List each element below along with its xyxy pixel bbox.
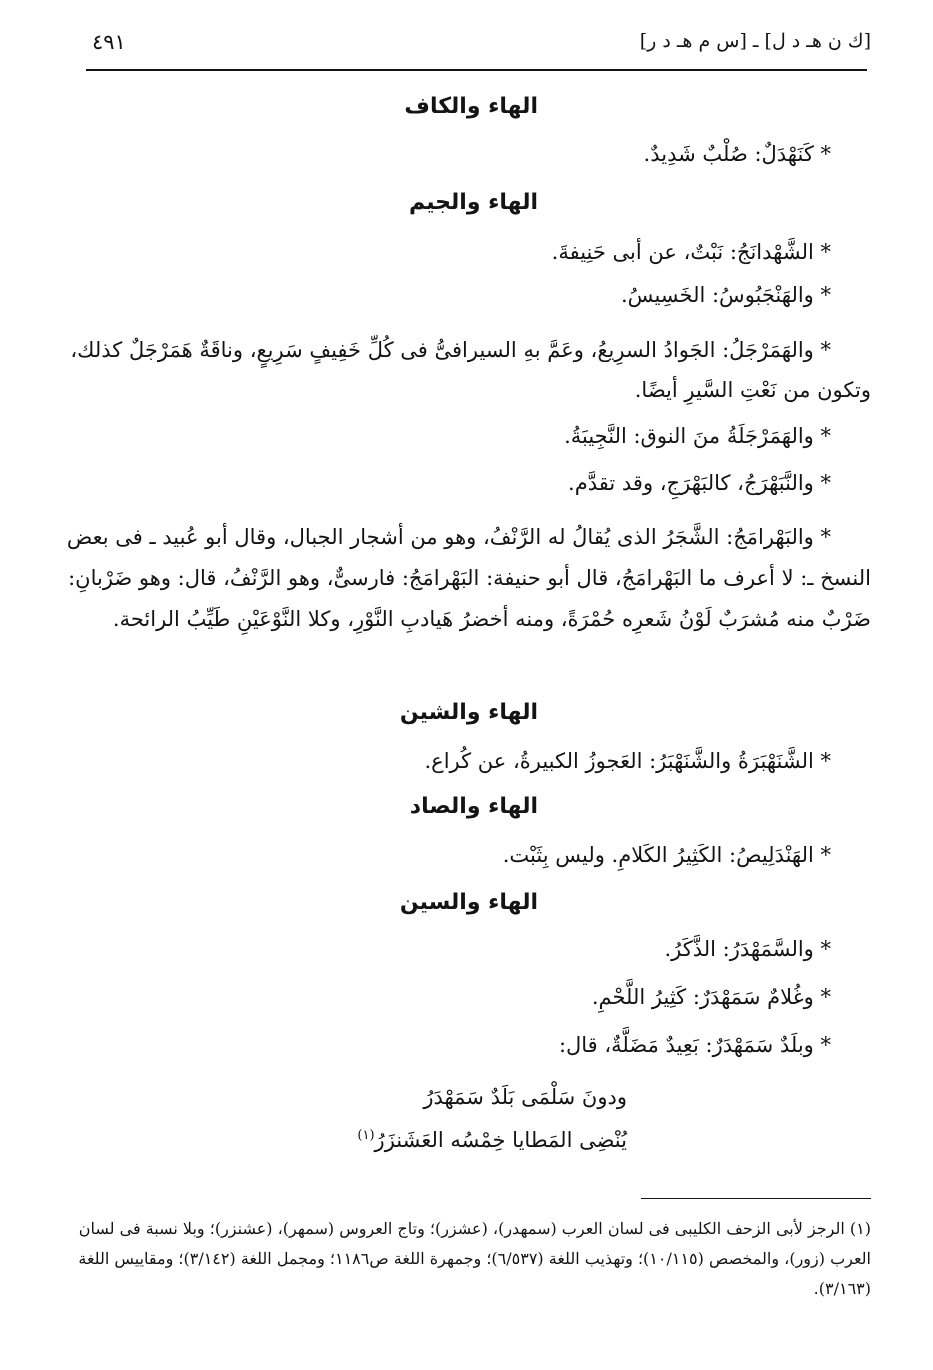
footnote: (١) الرجز لأبى الزحف الكليبى فى لسان العرب (سمهدر)، (عشزر)؛ وتاج العروس (سمهر)، (عشنزر)؛ وبلا نسبة فى لسان العرب (زور)، والمخصص (١٠/١١٥)؛ وتهذيب اللغة (٦/٥٣٧)؛ وجمهرة اللغة ص١١٨٦؛ ومجمل اللغة (٣/١٤٢)؛ ومقاييس اللغة (٣/١٦٣). <box>78 1219 871 1298</box>
entry-shanahbara: * الشَّنَهْبَرَةُ والشَّنَهْبَرُ: العَجوزُ الكبيرةُ، عن كُراع. <box>424 749 831 773</box>
header-rule <box>86 69 867 71</box>
verse-line-2 <box>357 1128 627 1152</box>
entry-ghulam-samahdar: * وغُلامٌ سَمَهْدَرٌ: كَثِيرُ اللَّحْمِ. <box>591 985 831 1009</box>
page-number: ٤٩١ <box>92 30 126 54</box>
entry-nabahraj: * والنَّبَهْرَجُ، كالبَهْرَجِ، وقد تقدَّم. <box>568 471 831 495</box>
footnote-rule <box>641 1198 871 1199</box>
entry-samahdar: * والسَّمَهْدَرُ: الذَّكَرُ. <box>664 937 831 961</box>
section-heading-ha-kaf: الهاء والكاف <box>404 94 538 119</box>
verse-line-2-text: يُنْضِى المَطايا خِمْسُه العَشَنزَرُ <box>374 1128 627 1152</box>
running-title: [ك ن هـ د ل] ـ [س م هـ د ر] <box>639 30 871 52</box>
footnote-marker: (١) <box>357 1128 375 1143</box>
section-heading-ha-jim: الهاء والجيم <box>408 190 538 215</box>
section-heading-ha-sin: الهاء والسين <box>399 890 538 915</box>
entry-hamarjal: * والهَمَرْجَلُ: الجَوادُ السرِيعُ، وعَمَّ بهِ السيرافىُّ فى كُلِّ خَفِيفٍ سَرِيعٍ، وناقَةٌ هَمَرْجَلٌ كذلك، وتكون من نَعْتِ السَّيرِ أيضًا. <box>70 338 871 402</box>
entry-hamarjala: * والهَمَرْجَلَةُ منَ النوق: النَّجِيبَةُ. <box>564 424 831 448</box>
section-heading-ha-shin: الهاء والشين <box>399 700 538 725</box>
entry-kanahdal: * كَنَهْدَلٌ: صُلْبٌ شَدِيدٌ. <box>643 142 831 166</box>
section-heading-ha-sad: الهاء والصاد <box>409 794 538 819</box>
verse-line-1: ودونَ سَلْمَى بَلَدٌ سَمَهْدَرُ <box>423 1085 627 1109</box>
entry-handalis: * الهَنْدَلِيصُ: الكَثِيرُ الكَلامِ. وليس بِثَبْت. <box>502 843 831 867</box>
entry-balad-samahdar: * وبلَدٌ سَمَهْدَرٌ: بَعِيدٌ مَضَلَّةٌ، قال: <box>558 1033 831 1057</box>
entry-bahramaj: * والبَهْرامَجُ: الشَّجَرُ الذى يُقالُ له الرَّنْفُ، وهو من أشجار الجبال، وقال أبو عُبيد ـ فى بعض النسخ ـ: لا أعرف ما البَهْرامَجُ، قال أبو حنيفة: البَهْرامَجُ: فارسىٌّ، وهو الرَّنْفُ، قال: وهو ضَرْبانِ: ضَرْبٌ منه مُشرَبٌ لَوْنُ شَعرِه حُمْرَةً، ومنه أخضرُ هَيادبِ النَّوْرِ، وكلا النَّوْعَيْنِ طَيِّبُ الرائحة. <box>66 525 871 631</box>
entry-hanjabus: * والهَنْجَبُوسُ: الخَسِيسُ. <box>621 283 831 307</box>
entry-shahdanaj: * الشَّهْدانَجُ: نَبْتٌ، عن أبى حَنِيفةَ. <box>551 240 831 264</box>
